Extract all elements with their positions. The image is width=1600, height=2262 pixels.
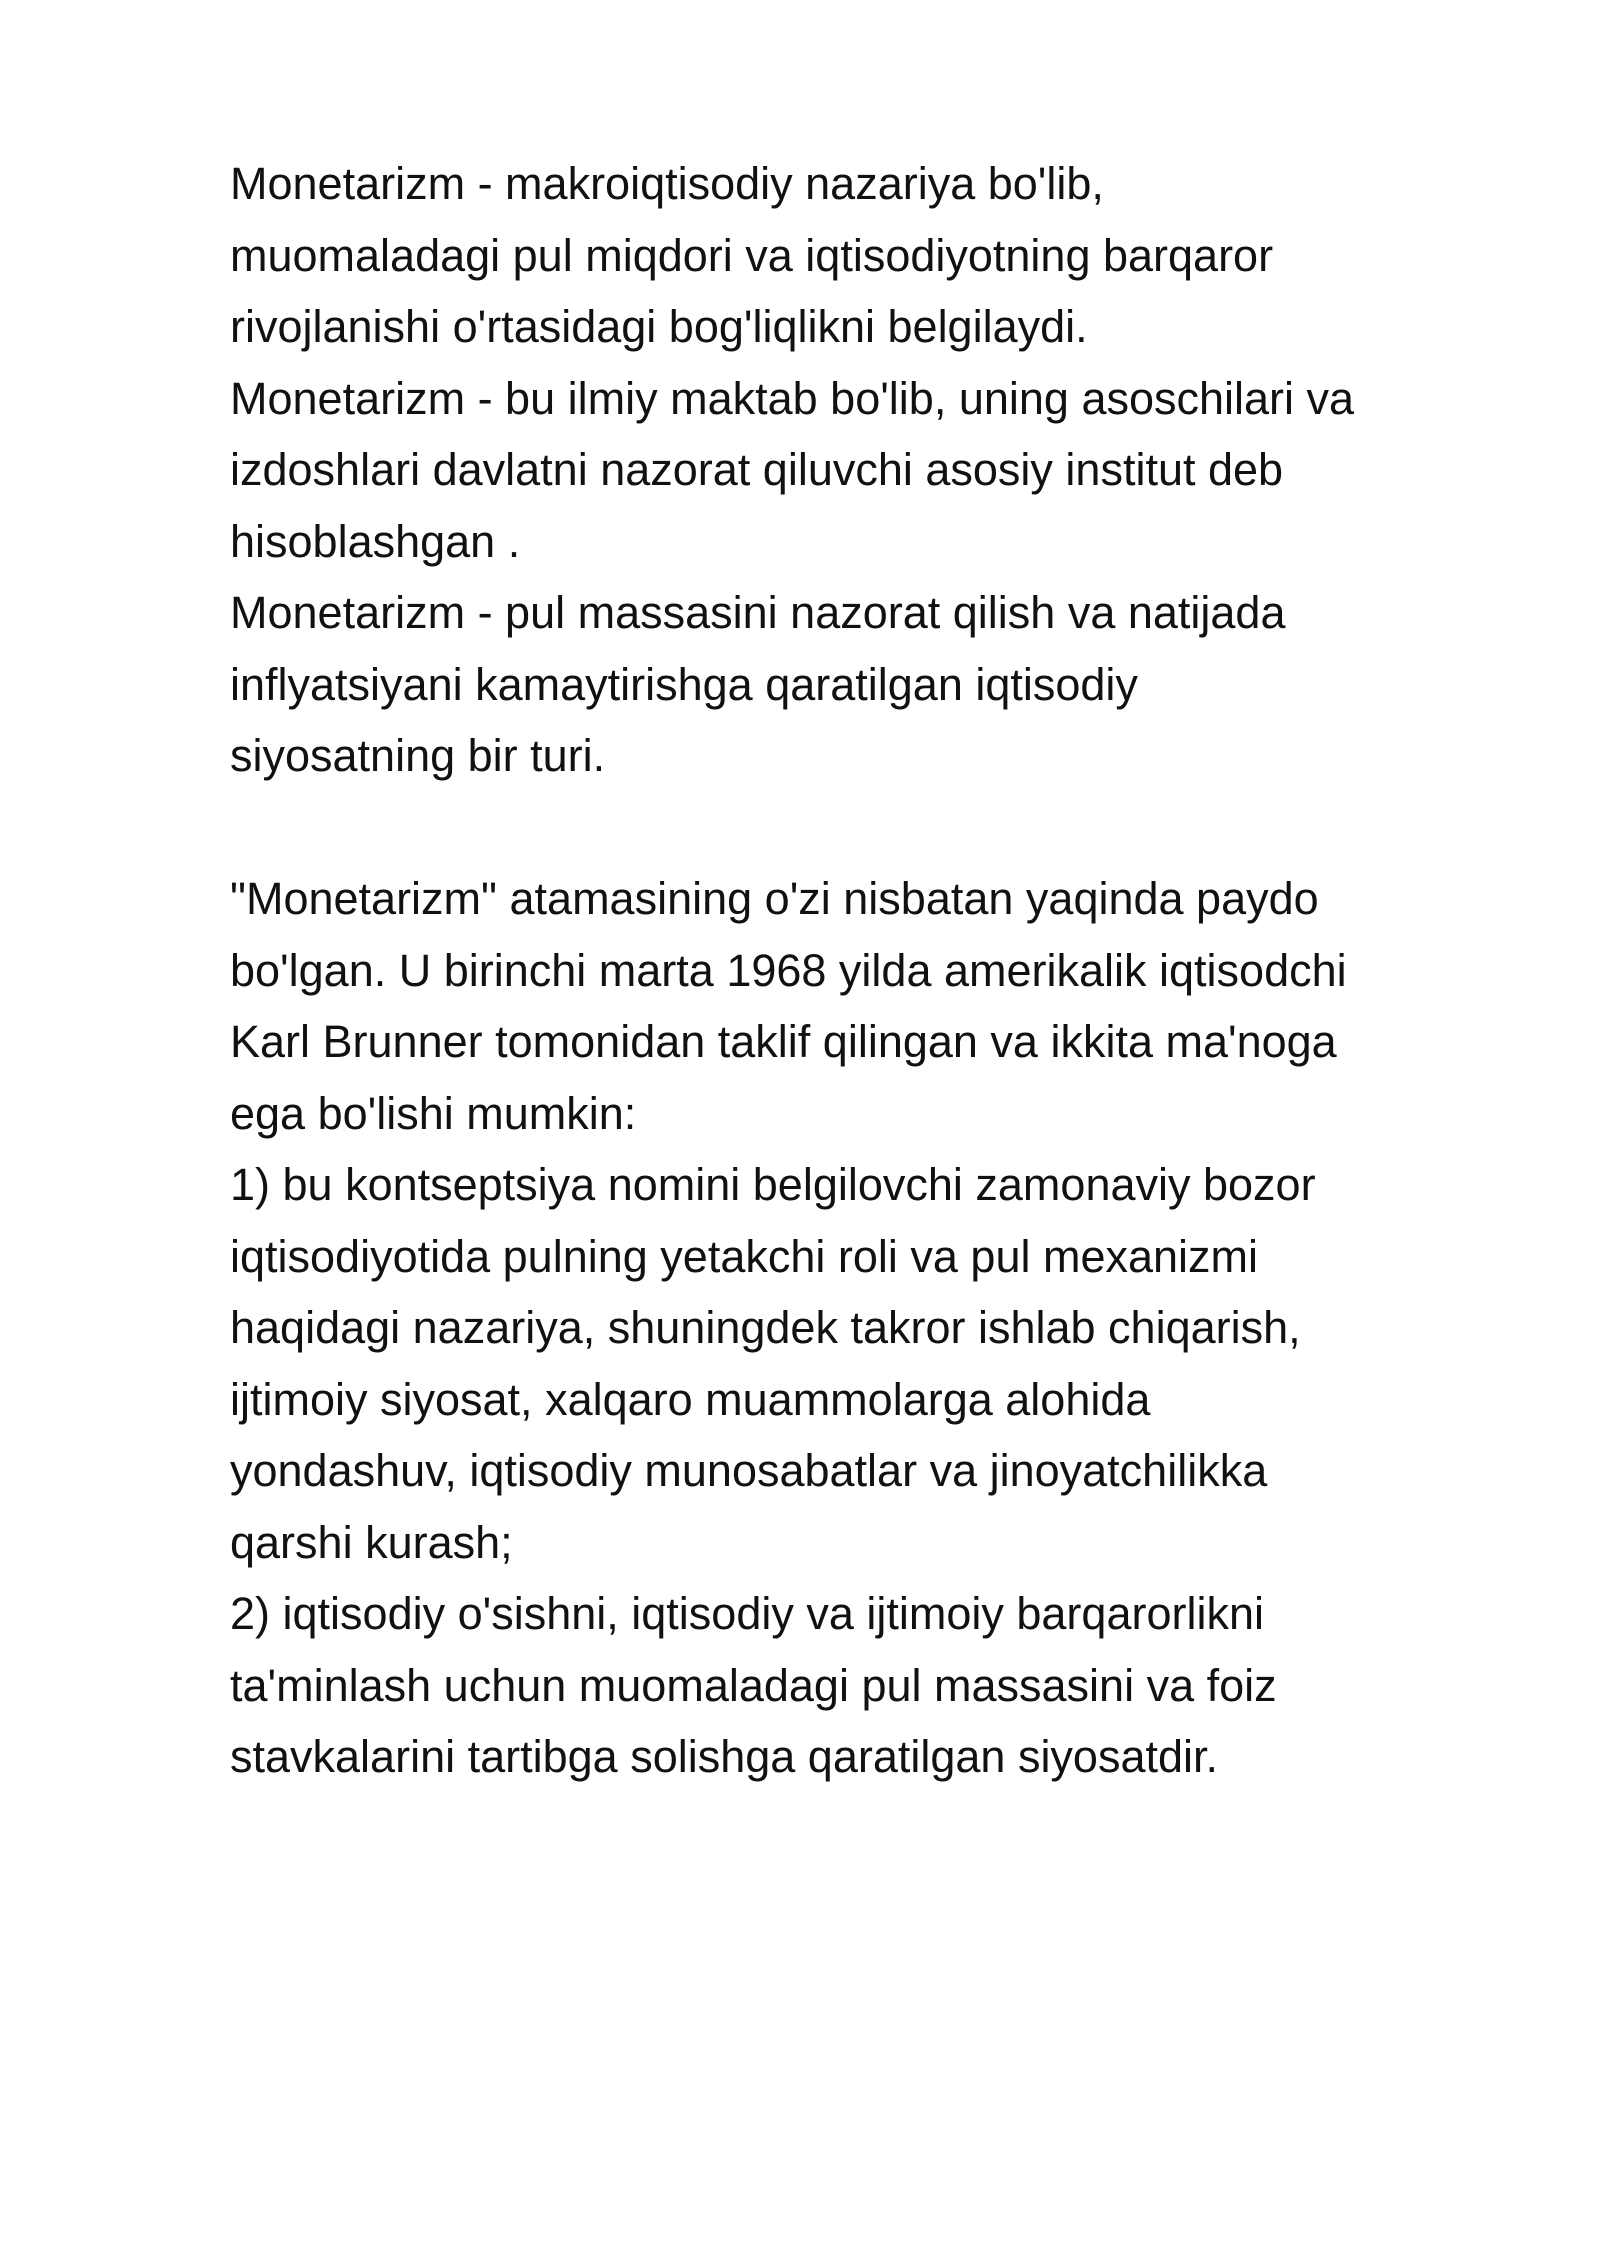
text-line: inflyatsiyani kamaytirishga qaratilgan iqtisodiy	[230, 658, 1138, 710]
document-text	[230, 148, 1530, 1793]
text-line: rivojlanishi o'rtasidagi bog'liqlikni belgilaydi.	[230, 301, 1088, 352]
text-line: muomaladagi pul miqdori va iqtisodiyotning barqaror	[230, 229, 1274, 281]
text-line: iqtisodiyotida pulning yetakchi roli va pul mexanizmi	[230, 1230, 1259, 1282]
text-line: ijtimoiy siyosat, xalqaro muammolarga alohida	[230, 1373, 1151, 1425]
text-line: 2) iqtisodiy o'sishni, iqtisodiy va ijtimoiy barqarorlikni	[230, 1588, 1264, 1639]
paragraph-spacer	[230, 792, 1530, 864]
text-line: yondashuv, iqtisodiy munosabatlar va jinoyatchilikka	[230, 1445, 1268, 1496]
text-line: stavkalarini tartibga solishga qaratilgan siyosatdir.	[230, 1731, 1219, 1782]
paragraph-history	[230, 863, 1530, 1793]
text-line: "Monetarizm" atamasining o'zi nisbatan yaqinda paydo	[230, 873, 1319, 924]
text-line: qarshi kurash;	[230, 1516, 513, 1568]
text-line: 1) bu kontseptsiya nomini belgilovchi zamonaviy bozor	[230, 1159, 1316, 1210]
text-line: ta'minlash uchun muomaladagi pul massasini va foiz	[230, 1659, 1277, 1711]
text-line: Monetarizm - pul massasini nazorat qilish va natijada	[230, 587, 1286, 638]
text-line: Karl Brunner tomonidan taklif qilingan va ikkita ma'noga	[230, 1016, 1337, 1067]
text-line: ega bo'lishi mumkin:	[230, 1087, 637, 1139]
text-line: hisoblashgan .	[230, 515, 521, 567]
text-line: izdoshlari davlatni nazorat qiluvchi asosiy institut deb	[230, 444, 1284, 495]
text-line: Monetarizm - makroiqtisodiy nazariya bo'lib,	[230, 158, 1104, 209]
text-line: haqidagi nazariya, shuningdek takror ishlab chiqarish,	[230, 1302, 1301, 1353]
text-line: Monetarizm - bu ilmiy maktab bo'lib, uning asoschilari va	[230, 372, 1355, 424]
text-line: bo'lgan. U birinchi marta 1968 yilda amerikalik iqtisodchi	[230, 944, 1347, 996]
paragraph-definitions	[230, 148, 1530, 792]
text-line: siyosatning bir turi.	[230, 730, 606, 781]
